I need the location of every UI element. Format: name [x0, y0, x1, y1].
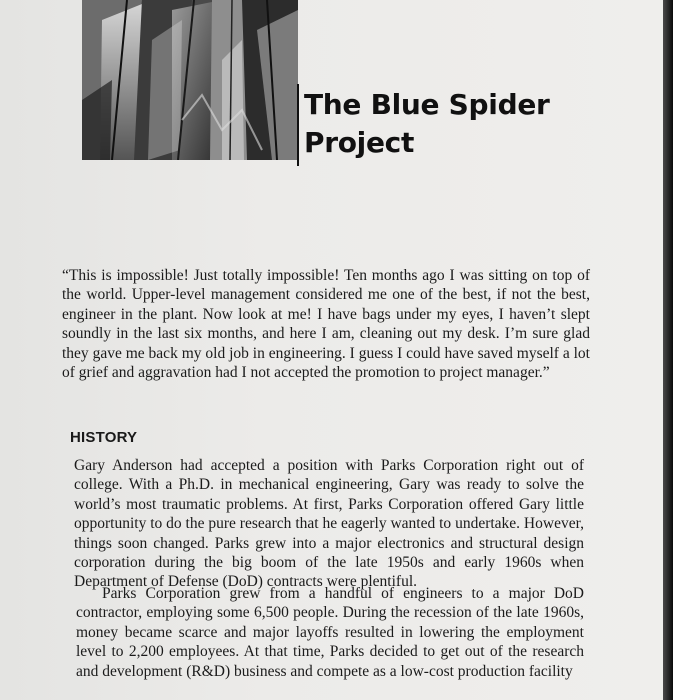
title-line-2: Project — [304, 126, 415, 159]
opening-quote: “This is impossible! Just totally impossible! Ten months ago I was sitting on top of the world. Upper-level management considered me one of the best, if not the best, engineer in the plant. Now look at me! I have bags under my eyes, I haven’t slept soundly in the last six months, and here I am, cleaning out my desk. I’m sure glad they gave me back my old job in engineering. I guess I could have saved myself a lot of grief and aggravation had I not accepted the promotion to project manager.” — [62, 267, 590, 382]
abstract-crystal-photo — [82, 0, 298, 160]
page-edge-shadow — [663, 0, 673, 700]
history-paragraph-1: Gary Anderson had accepted a position with Parks Corporation right out of college. With a Ph.D. in mechanical engineering, Gary was ready to solve the world’s most traumatic problems. At first, Parks Corporation offered Gary little opportunity to do the pure research that he eagerly wanted to undertake. However, things soon changed. Parks grew into a major electronics and structural design corporation during the big boom of the late 1950s and early 1960s when Department of Defense (DoD) contracts were plentiful. — [74, 457, 584, 591]
page-title — [304, 86, 624, 162]
history-paragraph-2: Parks Corporation grew from a handful of engineers to a major DoD contractor, employing some 6,500 people. During the recession of the late 1960s, money became scarce and major layoffs resulted in lowering the employment level to 2,200 employees. At that time, Parks decided to get out of the research and development (R&D) business and compete as a low-cost production facility — [76, 585, 584, 680]
section-heading-history: HISTORY — [70, 429, 138, 446]
title-divider — [297, 84, 299, 166]
title-line-1: The Blue Spider — [304, 88, 550, 121]
